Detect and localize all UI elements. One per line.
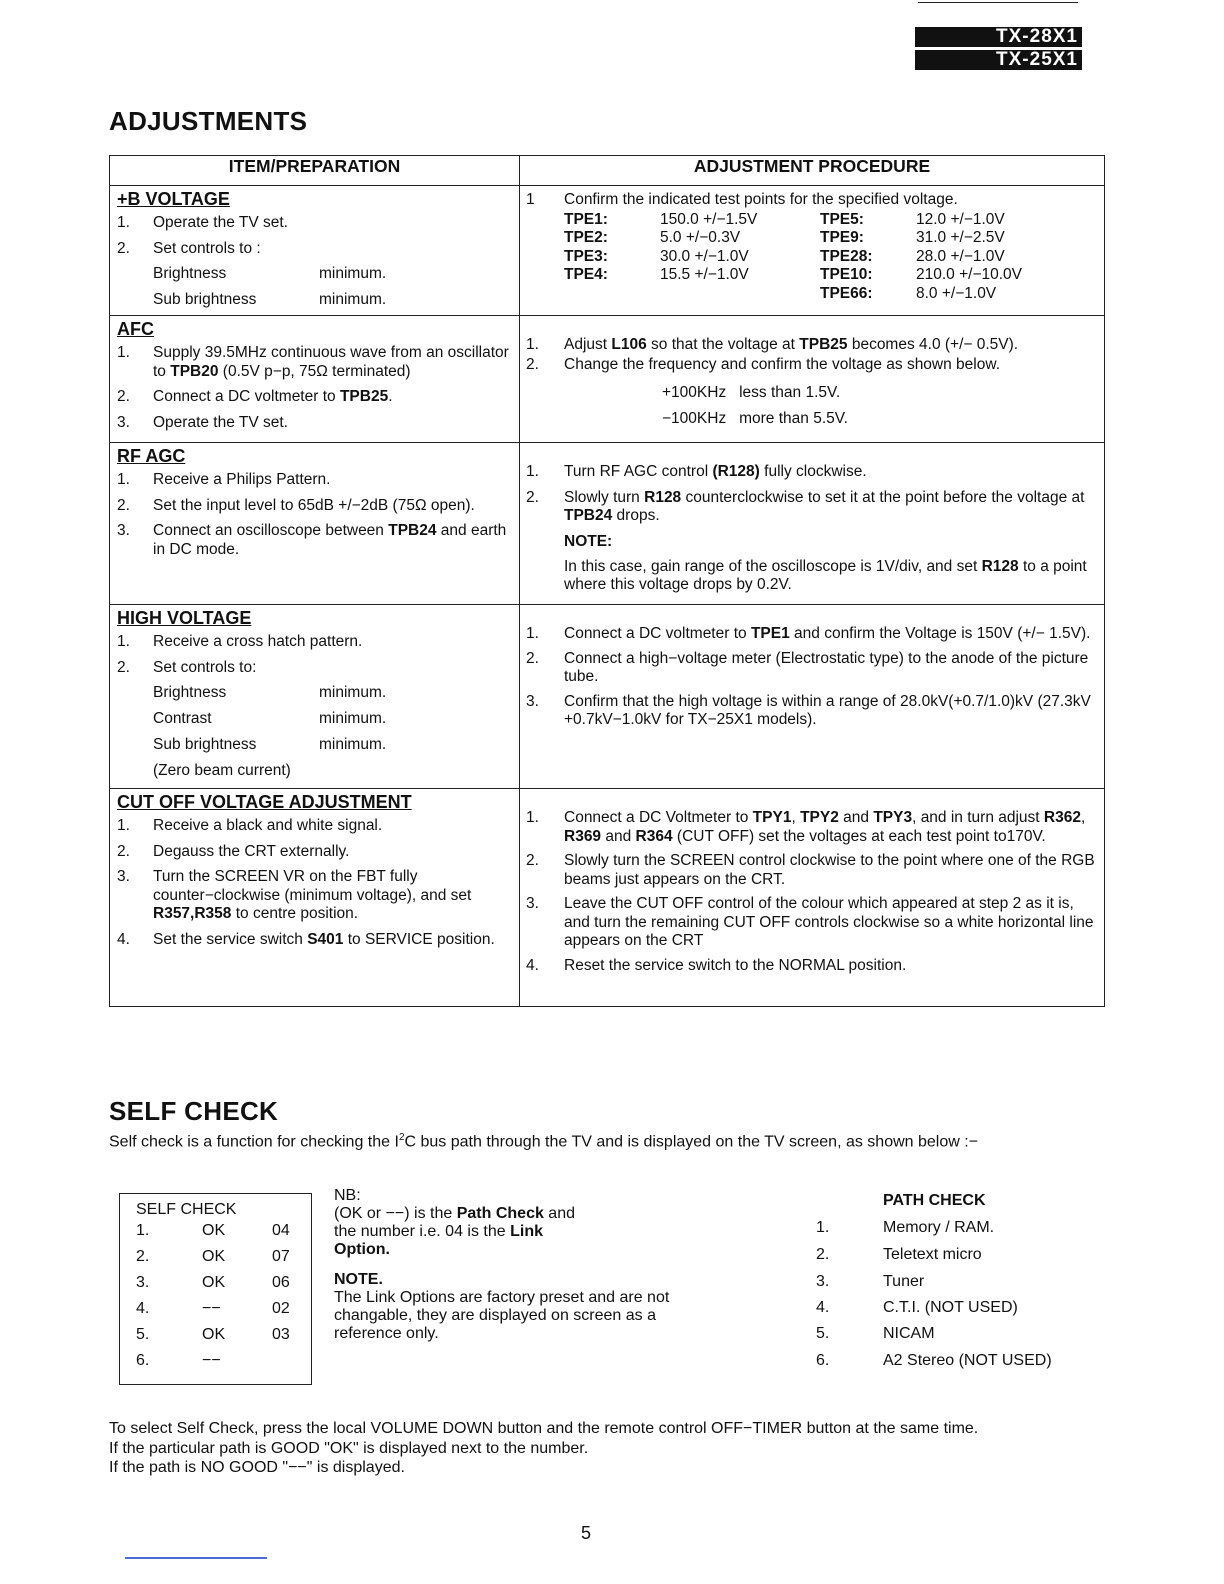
self-check-row: 6. −−	[136, 1352, 221, 1369]
table-row-afc	[110, 316, 1105, 443]
proc-line: 3. Confirm that the high voltage is within a range of 28.0kV(+0.7/1.0)kV (27.3kV +0.7kV−1.0kV for TX−25X1 models).	[526, 692, 1091, 728]
rf-agc-note-label: NOTE:	[564, 532, 613, 550]
nb-label: NB:	[334, 1187, 361, 1204]
cut-off-procedure	[520, 789, 1105, 1007]
proc-line: 2. Connect a high−voltage meter (Electrostatic type) to the anode of the picture tube.	[526, 649, 1089, 685]
prep-line: 2. Set the input level to 65dB +/−2dB (75Ω open).	[117, 496, 475, 514]
prep-line: 3. Operate the TV set.	[117, 413, 288, 431]
self-check-row: 4. −− 02	[136, 1300, 290, 1317]
proc-line: 3. Leave the CUT OFF control of the colour which appeared at step 2 as it is, and turn the remaining CUT OFF controls clockwise so a white horizontal line appears on the CRT	[526, 895, 1094, 949]
high-voltage-title: HIGH VOLTAGE	[117, 608, 252, 628]
proc-line: 1. Connect a DC Voltmeter to TPY1, TPY2 and TPY3, and in turn adjust R362, R369 and R364 (CUT OFF) set the voltages at each test point to170V.	[526, 809, 1086, 845]
rf-agc-procedure	[520, 443, 1105, 605]
b-voltage-prep	[110, 186, 520, 316]
self-check-box-title: SELF CHECK	[136, 1201, 237, 1218]
self-check-notes	[334, 1187, 694, 1343]
proc-line: 1. Turn RF AGC control (R128) fully clockwise.	[526, 463, 867, 480]
self-check-intro: Self check is a function for checking the $I^2C$ bus path through the TV and is displayed on the TV screen, as shown below :−	[109, 1132, 979, 1151]
prep-line: 2. Degauss the CRT externally.	[117, 842, 350, 860]
table-row-b-voltage	[110, 186, 1105, 316]
self-check-screen-box	[119, 1193, 312, 1385]
bottom-rule	[125, 1557, 267, 1559]
proc-line: 4. Reset the service switch to the NORMAL position.	[526, 956, 907, 974]
header-rule	[918, 2, 1078, 3]
high-voltage-procedure	[520, 605, 1105, 789]
afc-frequency-list: +100KHz less than 1.5V. −100KHz more than 5.5V.	[662, 384, 848, 427]
self-check-row: 5. OK 03	[136, 1326, 290, 1343]
path-check-item: 3. Tuner	[816, 1273, 925, 1290]
prep-line: 2. Set controls to:	[117, 658, 257, 676]
tpe-voltage-grid: TPE1: 150.0 +/−1.5V TPE5: 12.0 +/−1.0V TPE2: 5.0 +/−0.3V TPE9: 31.0 +/−2.5V TPE3: 30.0 +/−1.0V TPE28: 28.0 +/−1.0V TPE4: 15.5 +/−1.0V TPE10: 210.0 +/−10.0V TPE66: 8.0 +/−1.0V	[564, 210, 1023, 302]
prep-line: 1. Supply 39.5MHz continuous wave from an oscillator to TPB20 (0.5V p−p, 75Ω terminated)	[117, 344, 509, 380]
table-header-row	[110, 156, 1105, 186]
proc-line: 1. Adjust L106 so that the voltage at TPB25 becomes 4.0 (+/− 0.5V).	[526, 336, 1019, 353]
instruction-line: To select Self Check, press the local VOLUME DOWN button and the remote control OFF−TIMER button at the same time.	[109, 1420, 979, 1437]
note-text: The Link Options are factory preset and are not changable, they are displayed on screen as a reference only.	[334, 1289, 670, 1342]
prep-line: 1. Receive a black and white signal.	[117, 817, 383, 834]
proc-line: 1. Connect a DC voltmeter to TPE1 and confirm the Voltage is 150V (+/− 1.5V).	[526, 625, 1091, 642]
model-tag-tx28: TX-28X1	[915, 27, 1082, 47]
zero-beam-note: (Zero beam current)	[153, 762, 291, 779]
prep-line: 1. Receive a Philips Pattern.	[117, 471, 331, 488]
path-check-item: 4. C.T.I. (NOT USED)	[816, 1299, 1018, 1316]
setting-line: Contrast minimum.	[153, 710, 387, 727]
table-row-high-voltage	[110, 605, 1105, 789]
proc-line: 2. Slowly turn R128 counterclockwise to set it at the point before the voltage at TPB24 drops.	[526, 488, 1085, 524]
prep-line: 4. Set the service switch S401 to SERVICE position.	[117, 930, 495, 948]
prep-line: 2. Connect a DC voltmeter to TPB25.	[117, 388, 393, 405]
adjustments-heading: ADJUSTMENTS	[109, 106, 308, 136]
col-header-item: ITEM/PREPARATION	[110, 156, 520, 186]
proc-line: 1 Confirm the indicated test points for the specified voltage.	[526, 191, 958, 208]
rf-agc-prep	[110, 443, 520, 605]
path-check-item: 1. Memory / RAM.	[816, 1219, 995, 1236]
self-check-instructions	[109, 1419, 978, 1478]
rf-agc-title: RF AGC	[117, 446, 186, 466]
table-row-cut-off	[110, 789, 1105, 1007]
instruction-line: If the path is NO GOOD "−−" is displayed.	[109, 1459, 405, 1476]
rf-agc-note-text: In this case, gain range of the oscilloscope is 1V/div, and set R128 to a point where this voltage drops by 0.2V.	[564, 557, 1087, 593]
path-check-item: 5. NICAM	[816, 1325, 935, 1342]
path-check-item: 2. Teletext micro	[816, 1246, 982, 1263]
proc-line: 2. Slowly turn the SCREEN control clockwise to the point where one of the RGB beams just appears on the CRT.	[526, 852, 1095, 888]
self-check-heading: SELF CHECK	[109, 1096, 279, 1126]
prep-line: 1. Receive a cross hatch pattern.	[117, 633, 363, 650]
col-header-procedure: ADJUSTMENT PROCEDURE	[520, 156, 1105, 186]
proc-line: 2. Change the frequency and confirm the voltage as shown below.	[526, 355, 1000, 373]
table-row-rf-agc	[110, 443, 1105, 605]
instruction-line: If the particular path is GOOD "OK" is displayed next to the number.	[109, 1439, 589, 1457]
prep-line: 2. Set controls to :	[117, 239, 261, 257]
cut-off-prep	[110, 789, 520, 1007]
nb-text: (OK or −−) is the Path Check and the number i.e. 04 is the Link Option.	[334, 1205, 575, 1258]
setting-line: Sub brightness minimum.	[153, 291, 387, 308]
adjustments-table	[109, 155, 1105, 1007]
prep-line: 1. Operate the TV set.	[117, 214, 288, 231]
model-tag-tx25: TX-25X1	[915, 50, 1082, 70]
prep-line: 3. Turn the SCREEN VR on the FBT fully counter−clockwise (minimum voltage), and set R357,R358 to centre position.	[117, 868, 472, 922]
note-label: NOTE.	[334, 1271, 383, 1288]
setting-line: Sub brightness minimum.	[153, 736, 387, 753]
cut-off-title: CUT OFF VOLTAGE ADJUSTMENT	[117, 792, 412, 812]
self-check-row: 2. OK 07	[136, 1248, 290, 1265]
path-check-item: 6. A2 Stereo (NOT USED)	[816, 1352, 1052, 1369]
afc-procedure	[520, 316, 1105, 443]
afc-title: AFC	[117, 319, 154, 339]
b-voltage-title: +B VOLTAGE	[117, 189, 230, 209]
afc-prep	[110, 316, 520, 443]
page-number: 5	[581, 1523, 592, 1543]
setting-line: Brightness minimum.	[153, 684, 387, 701]
prep-line: 3. Connect an oscilloscope between TPB24 and earth in DC mode.	[117, 522, 507, 558]
self-check-row: 3. OK 06	[136, 1274, 290, 1291]
path-check-title: PATH CHECK	[883, 1192, 986, 1209]
b-voltage-procedure	[520, 186, 1105, 316]
setting-line: Brightness minimum.	[153, 265, 387, 282]
self-check-row: 1. OK 04	[136, 1222, 290, 1239]
high-voltage-prep	[110, 605, 520, 789]
